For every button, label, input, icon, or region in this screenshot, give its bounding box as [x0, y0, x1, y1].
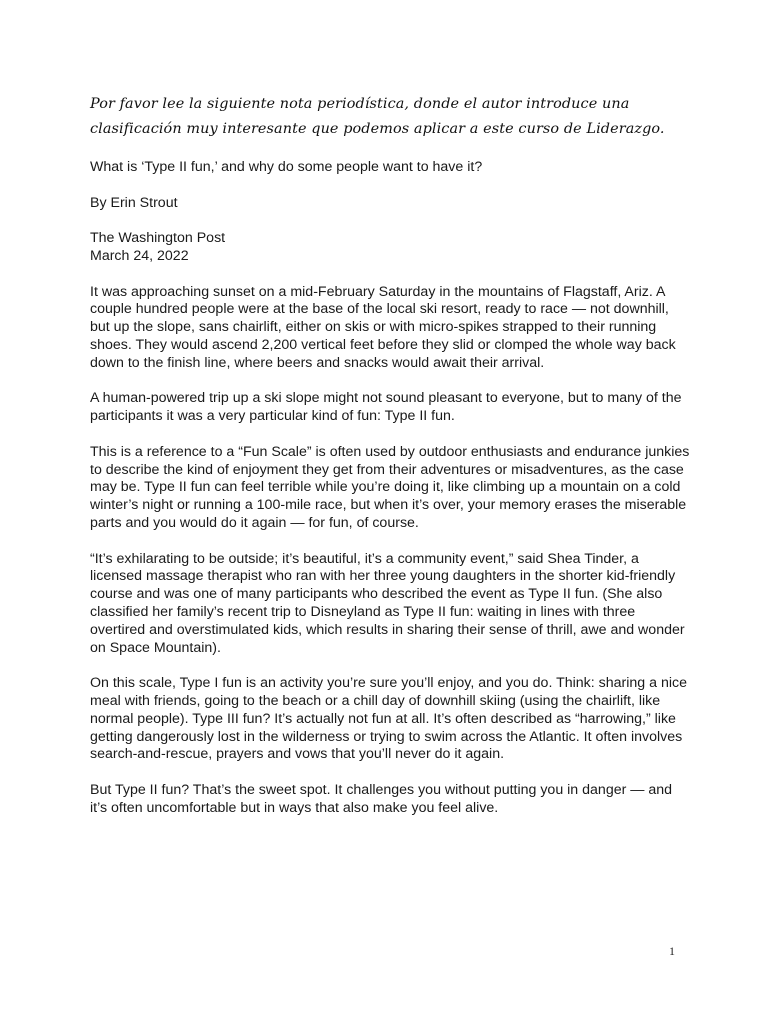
article-paragraph-1: It was approaching sunset on a mid-February Saturday in the mountains of Flagstaff, Ariz. A couple hundred people were at the base of the local ski resort, ready to race — not downhill, but up the slope, sans chairlift, either on skis or with micro-spikes strapped to their running shoes. They would ascend 2,200 vertical feet before they slid or clomped the whole way back down to the finish line, where beers and snacks would await their arrival.	[90, 283, 676, 371]
article-paragraph-5: On this scale, Type I fun is an activity you’re sure you’ll enjoy, and you do. Think: sharing a nice meal with friends, going to the beach or a chill day of downhill skiing (using the chairlift, like normal people). Type III fun? It’s actually not fun at all. It’s often described as “harrowing,” like getting dangerously lost in the wilderness or trying to swim across the Atlantic. It often involves search-and-rescue, prayers and vows that you’ll never do it again.	[90, 675, 687, 763]
publication-info	[90, 230, 690, 266]
article-paragraph-4: “It’s exhilarating to be outside; it’s beautiful, it’s a community event,” said Shea Tinder, a licensed massage therapist who ran with her three young daughters in the shorter kid-friendly course and was one of many participants who described the event as Type II fun. (She also classified her family’s recent trip to Disneyland as Type II fun: waiting in lines with three overtired and overstimulated kids, which results in sharing their sense of thrill, awe and wonder on Space Mountain).	[90, 550, 685, 656]
document-body	[90, 92, 690, 835]
article-byline: By Erin Strout	[90, 194, 178, 211]
article-paragraph-3: This is a reference to a “Fun Scale” is often used by outdoor enthusiasts and endurance junkies to describe the kind of enjoyment they get from their adventures or misadventures, as the case may be. Type II fun can feel terrible while you’re doing it, like climbing up a mountain on a cold winter’s night or running a 100-mile race, but when it’s over, your memory erases the miserable parts and you would do it again — for fun, of course.	[90, 443, 690, 531]
publication-date: March 24, 2022	[90, 247, 189, 264]
article-paragraph-6: But Type II fun? That’s the sweet spot. It challenges you without putting you in danger — and it’s often uncomfortable but in ways that also make you feel alive.	[90, 781, 673, 816]
article-paragraph-2: A human-powered trip up a ski slope might not sound pleasant to everyone, but to many of the participants it was a very particular kind of fun: Type II fun.	[90, 390, 682, 425]
page-number: 1	[669, 944, 675, 958]
intro-note: Por favor lee la siguiente nota periodística, donde el autor introduce una clasificación muy interesante que podemos aplicar a este curso de Liderazgo.	[90, 96, 665, 137]
article-headline: What is ‘Type II fun,’ and why do some people want to have it?	[90, 159, 483, 175]
publication-name: The Washington Post	[90, 230, 226, 247]
